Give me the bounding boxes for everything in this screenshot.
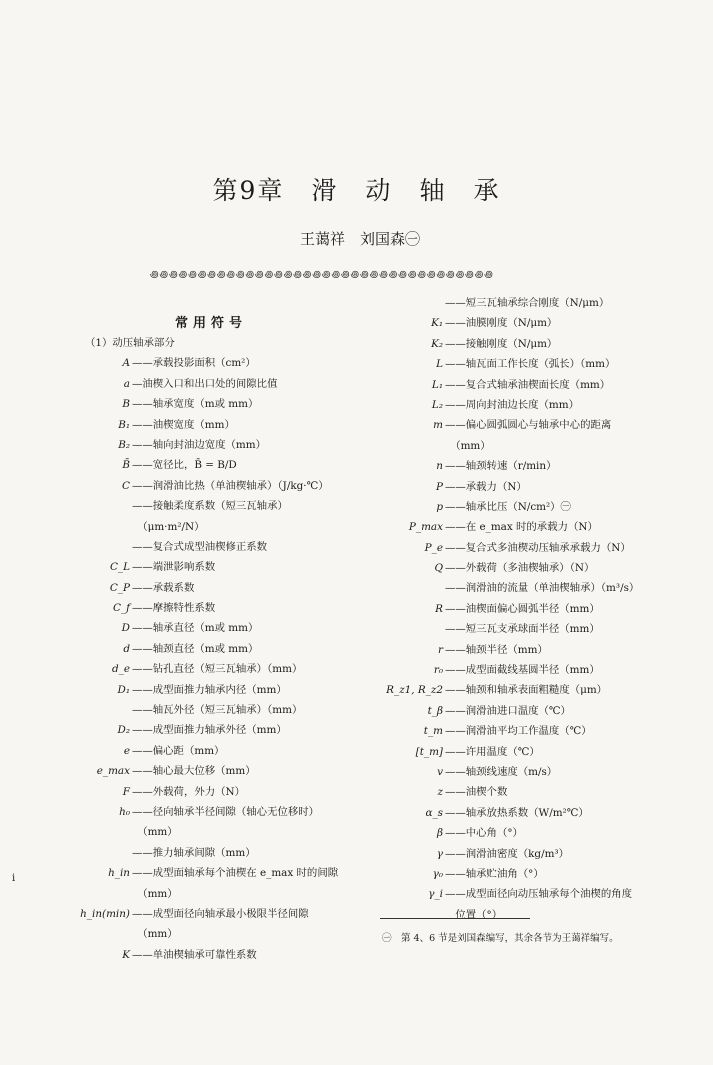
symbol-description: ——润滑油比热（单油楔轴承）（J/kg·℃） (132, 479, 329, 492)
symbol-entry (365, 456, 695, 476)
symbol-description: ——油膜刚度（N/μm） (445, 317, 558, 330)
symbol-description: ——轴瓦面工作长度（弧长）（mm） (445, 358, 616, 371)
symbol-entry (365, 517, 695, 537)
symbol: B (122, 398, 130, 411)
symbol-description: （mm） (132, 826, 178, 839)
symbol: F (122, 785, 130, 798)
symbol: r₀ (433, 664, 443, 677)
symbol: K₁ (431, 317, 443, 330)
symbol-description: ——推力轴承间隙（mm） (132, 846, 256, 859)
symbol: P (436, 480, 443, 493)
symbol-description: ——油楔个数 (445, 786, 508, 799)
symbol-description: ——承载力（N） (445, 480, 527, 493)
symbol: D (121, 622, 130, 635)
symbol: γ₀ (432, 867, 443, 880)
symbol-entry (70, 945, 370, 965)
symbol: P_max (408, 521, 443, 534)
symbol-description: ——宽径比，B̄ = B/D (132, 459, 237, 472)
symbol: z (437, 786, 443, 799)
symbol-description: ——轴承比压（N/cm²）㊀ (445, 500, 571, 513)
symbol: d_e (112, 663, 130, 676)
symbol-entry (365, 436, 695, 456)
symbol-entry (70, 415, 370, 435)
symbol: B̄ (122, 459, 130, 472)
symbol-entry (70, 639, 370, 659)
symbol-entry (70, 843, 370, 863)
symbol: C_f (113, 602, 130, 615)
symbol: L₂ (431, 398, 443, 411)
footnote: ㊀ 第 4、6 节是刘国森编写，其余各节为王蔼祥编写。 (382, 933, 619, 944)
symbol-entry (365, 415, 695, 435)
symbol-entry (70, 822, 370, 842)
symbol-description: ——钻孔直径（短三瓦轴承）（mm） (132, 663, 303, 676)
symbol-entry (365, 640, 695, 660)
symbol: B₁ (118, 418, 130, 431)
symbol-description: 位置（°） (445, 908, 503, 921)
symbol-description: ——润滑油密度（kg/m³） (445, 847, 569, 860)
symbol-entry (70, 802, 370, 822)
symbol: C_P (109, 581, 130, 594)
symbol-description: ——短三瓦支承球面半径（mm） (445, 623, 600, 636)
symbol-entry (365, 762, 695, 782)
symbol-description: ——接触刚度（N/μm） (445, 337, 558, 350)
symbol-description: ——短三瓦轴承综合刚度（N/μm） (445, 297, 610, 309)
symbol-description: ——轴承贮油角（°） (445, 867, 544, 880)
symbol-description: ——轴瓦外径（短三瓦轴承）（mm） (132, 704, 303, 717)
symbol: α_s (425, 806, 443, 819)
symbol: L (436, 358, 443, 371)
symbol-entry (365, 844, 695, 864)
symbol: r (438, 643, 443, 656)
symbol-entry (70, 394, 370, 414)
symbol-entry (365, 293, 695, 313)
symbol: D₂ (117, 724, 130, 737)
symbol: n (436, 460, 443, 473)
ornamental-divider: ꩜꩜꩜꩜꩜꩜꩜꩜꩜꩜꩜꩜꩜꩜꩜꩜꩜꩜꩜꩜꩜꩜꩜꩜꩜꩜꩜꩜꩜꩜꩜꩜꩜꩜꩜꩜ (150, 270, 494, 278)
symbol-entry (70, 517, 370, 537)
symbol: e (123, 744, 130, 757)
symbol-description: ——端泄影响系数 (132, 561, 216, 574)
symbol-entry (365, 742, 695, 762)
symbol-description: （mm） (445, 439, 491, 452)
symbol-description: ——中心角（°） (445, 827, 523, 840)
symbol-entry (70, 353, 370, 373)
symbol-description: ——轴颈转速（r/min） (445, 460, 557, 473)
symbol-description: ——油楔面偏心圆弧半径（mm） (445, 602, 600, 615)
symbol: t_β (427, 704, 443, 717)
symbol-description: （1）动压轴承部分 (85, 337, 175, 349)
symbol-entry (365, 864, 695, 884)
symbol-description: ——单油楔轴承可靠性系数 (132, 948, 257, 961)
symbol-entry (365, 334, 695, 354)
symbol-description: ——外载荷，外力（N） (132, 785, 245, 798)
symbol-entry (70, 557, 370, 577)
symbol-description: ——轴颈半径（mm） (445, 643, 548, 656)
symbol-entry (365, 375, 695, 395)
symbol-description: ——承载系数 (132, 581, 195, 594)
symbol-description: ——轴承宽度（m或 mm） (132, 398, 259, 411)
symbol-entry (365, 884, 695, 904)
symbol: e_max (96, 765, 130, 778)
symbol: R (435, 602, 443, 615)
symbol-entry (365, 354, 695, 374)
symbol-description: ——接触柔度系数（短三瓦轴承） (132, 500, 288, 513)
symbol-entry (70, 455, 370, 475)
symbol-entry (365, 558, 695, 578)
symbol-entry (365, 905, 695, 925)
symbol-entry (70, 863, 370, 883)
symbol-entry (365, 395, 695, 415)
symbol: v (437, 765, 443, 778)
symbol-description: （μm·m²/N） (132, 520, 205, 533)
section-title: 常用符号 (174, 316, 247, 331)
symbol-entry (365, 313, 695, 333)
symbol-description: ——摩擦特性系数 (132, 602, 216, 615)
symbol-description: ——承载投影面积（cm²） (132, 357, 256, 370)
symbol-description: （mm） (132, 928, 178, 941)
symbol-entry (70, 904, 370, 924)
symbol-description: ——轴颈直径（m或 mm） (132, 642, 259, 655)
symbol-entry (70, 720, 370, 740)
symbol-description: ——润滑油进口温度（℃） (445, 704, 571, 717)
symbol-entry (70, 435, 370, 455)
symbol: Q (434, 562, 443, 575)
symbol-entry (70, 680, 370, 700)
symbol-description: ——轴向封油边宽度（mm） (132, 438, 267, 451)
symbol-description: ——轴颈线速度（m/s） (445, 765, 558, 778)
symbol-entry (365, 497, 695, 517)
symbol-description: （mm） (132, 887, 178, 900)
symbol-description: —油楔入口和出口处的间隙比值 (132, 377, 278, 390)
symbol: γ (436, 847, 443, 860)
symbol-entry (70, 618, 370, 638)
symbol: C (122, 479, 130, 492)
symbol-description: ——成型面推力轴承内径（mm） (132, 683, 287, 696)
symbol-entry (365, 538, 695, 558)
symbol-description: ——偏心圆弧圆心与轴承中心的距离 (445, 419, 612, 432)
symbol-entry (70, 884, 370, 904)
footnote-rule (380, 918, 530, 919)
symbol: B₂ (118, 438, 130, 451)
symbol: h_in(min) (80, 907, 130, 920)
symbol: p (436, 500, 443, 513)
symbol-description: ——偏心距（mm） (132, 744, 225, 757)
symbol-description: ——复合式轴承油楔面长度（mm） (445, 378, 611, 391)
symbol: C_L (109, 561, 130, 574)
symbol-description: ——复合式多油楔动压轴承承载力（N） (445, 541, 631, 554)
symbol: h_in (108, 867, 130, 880)
symbol: a (123, 377, 130, 390)
symbol-entry (365, 782, 695, 802)
symbol: β (436, 827, 443, 840)
symbol-description: ——轴承直径（m或 mm） (132, 622, 259, 635)
symbol: d (123, 642, 130, 655)
symbol-entry (70, 782, 370, 802)
symbol: h₀ (119, 805, 130, 818)
symbol: [t_m] (415, 745, 443, 758)
symbol-description: ——成型面径向动压轴承每个油楔的角度 (445, 888, 633, 901)
symbol-entry (70, 741, 370, 761)
symbol-entry (70, 333, 370, 353)
symbol-description: ——许用温度（℃） (445, 745, 540, 758)
symbol-list-right (365, 293, 695, 925)
symbol-entry (70, 659, 370, 679)
symbol-entry (365, 578, 695, 598)
symbol: L₁ (431, 378, 443, 391)
symbol-description: ——成型面截线基圆半径（mm） (445, 664, 600, 677)
symbol-description: ——复合式成型油楔修正系数 (132, 540, 268, 553)
symbol: P_e (424, 541, 443, 554)
symbol: A (122, 357, 130, 370)
symbol: t_m (423, 725, 443, 738)
symbol-description: ——轴心最大位移（mm） (132, 765, 256, 778)
symbol-description: ——成型面推力轴承外径（mm） (132, 724, 287, 737)
symbol-entry (70, 476, 370, 496)
symbol-description: ——成型面径向轴承最小极限半径间隙 (132, 907, 309, 920)
symbol: K (122, 948, 130, 961)
symbol-description: ——润滑油的流量（单油楔轴承）（m³/s） (445, 582, 640, 595)
symbol-entry (365, 803, 695, 823)
symbol-entry (365, 619, 695, 639)
symbol-entry (365, 701, 695, 721)
symbol-entry (70, 374, 370, 394)
symbol-entry (70, 496, 370, 516)
chapter-title: 第9章 滑 动 轴 承 (212, 176, 501, 205)
symbol-entry (70, 598, 370, 618)
symbol-entry (365, 477, 695, 497)
symbol-description: ——径向轴承半径间隙（轴心无位移时） (132, 805, 320, 818)
symbol-entry (365, 599, 695, 619)
symbol-entry (365, 823, 695, 843)
symbol-entry (365, 660, 695, 680)
symbol-entry (365, 680, 695, 700)
symbol: D₁ (117, 683, 130, 696)
symbol-description: ——油楔宽度（mm） (132, 418, 235, 431)
symbol-entry (70, 537, 370, 557)
symbol: γ_i (428, 888, 443, 901)
symbol-entry (70, 700, 370, 720)
symbol-description: ——在 e_max 时的承载力（N） (445, 521, 598, 534)
symbol-description: ——周向封油边长度（mm） (445, 398, 580, 411)
symbol-entry (365, 721, 695, 741)
symbol: K₂ (431, 337, 443, 350)
margin-mark: i (12, 873, 16, 884)
symbol-entry (70, 578, 370, 598)
symbol-entry (70, 761, 370, 781)
symbol-description: ——成型面轴承每个油楔在 e_max 时的间隙 (132, 867, 339, 880)
symbol: m (433, 419, 443, 432)
symbol-description: ——润滑油平均工作温度（℃） (445, 725, 592, 738)
authors: 王蔼祥 刘国森㊀ (300, 230, 421, 248)
symbol-entry (70, 924, 370, 944)
symbol: R_z1, R_z2 (386, 684, 443, 697)
symbol-description: ——轴承放热系数（W/m²℃） (445, 806, 589, 819)
symbol-description: ——轴颈和轴承表面粗糙度（μm） (445, 684, 608, 697)
symbol-description: ——外载荷（多油楔轴承）（N） (445, 562, 595, 575)
symbol-list-left (70, 333, 370, 965)
